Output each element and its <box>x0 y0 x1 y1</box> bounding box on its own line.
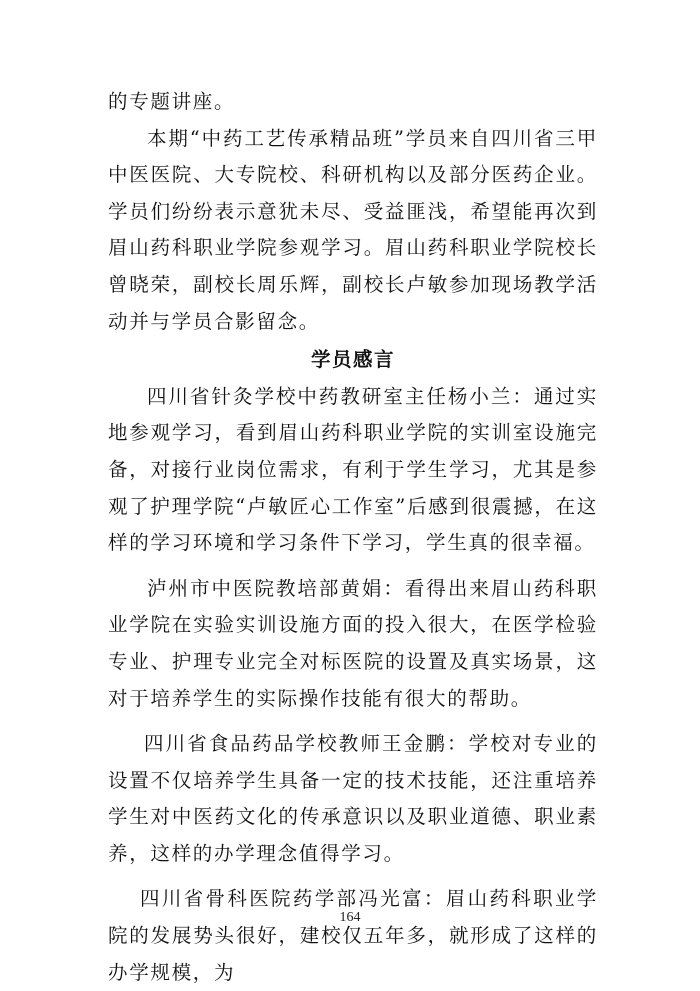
testimonial-feng-guangfu: 四川省骨科医院药学部冯光富：眉山药科职业学院的发展势头很好，建校仅五年多，就形成了这样的办学规模，为 <box>108 887 598 984</box>
testimonial-wang-jinpeng: 四川省食品药品学校教师王金鹏：学校对专业的设置不仅培养学生具备一定的技术技能，还注重培养学生对中医药文化的传承意识以及职业道德、职业素养，这样的办学理念值得学习。 <box>108 732 598 865</box>
section-heading: 学员感言 <box>310 348 395 372</box>
testimonial-huang-juan: 泸州市中医院教培部黄娟：看得出来眉山药科职业学院在实验实训设施方面的投入很大，在医学检验专业、护理专业完全对标医院的设置及真实场景，这对于培养学生的实际操作技能有很大的帮助。 <box>108 576 598 710</box>
testimonial-yang-xiaolan: 四川省针灸学校中药教研室主任杨小兰：通过实地参观学习，看到眉山药科职业学院的实训室设施完备，对接行业岗位需求，有利于学生学习，尤其是参观了护理学院“卢敏匠心工作室”后感到很震撼，在这样的学习环境和学习条件下学习，学生真的很幸福。 <box>108 384 598 555</box>
document-body <box>108 84 598 991</box>
paragraph-continuation: 的专题讲座。 <box>108 90 236 113</box>
paragraph-course-summary: 本期“中药工艺传承精品班”学员来自四川省三甲中医医院、大专院校、科研机构以及部分医药企业。学员们纷纷表示意犹未尽、受益匪浅，希望能再次到眉山药科职业学院参观学习。眉山药科职业学院校长曾晓荣，副校长周乐辉，副校长卢敏参加现场教学活动并与学员合影留念。 <box>108 126 598 333</box>
page-number: 164 <box>339 910 361 925</box>
